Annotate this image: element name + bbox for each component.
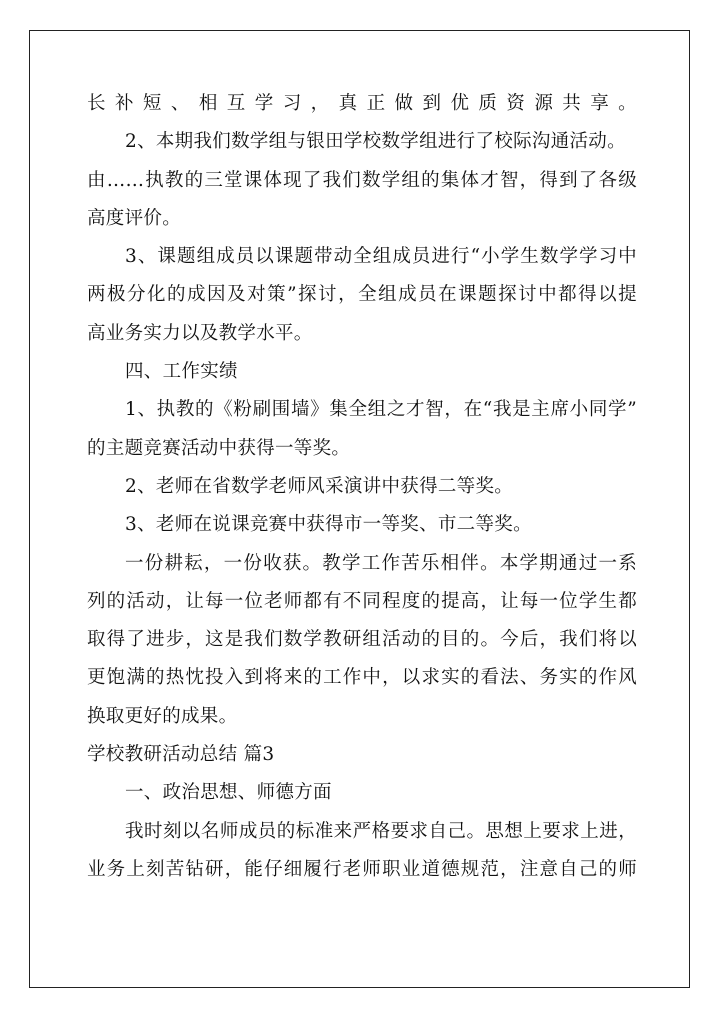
text-line: 长补短、相互学习，真正做到优质资源共享。 xyxy=(87,93,637,114)
text-line: 2、本期我们数学组与银田学校数学组进行了校际沟通活动。 xyxy=(125,131,626,153)
text-line: 业务上刻苦钻研，能仔细履行老师职业道德规范，注意自己的师 xyxy=(87,858,637,880)
document-body xyxy=(87,85,637,889)
text-line: 的主题竞赛活动中获得一等奖。 xyxy=(87,437,351,459)
text-line: 3、老师在说课竞赛中获得市一等奖、市二等奖。 xyxy=(125,514,532,536)
text-line: 换取更好的成果。 xyxy=(87,705,238,727)
text-line: 由……执教的三堂课体现了我们数学组的集体才智，得到了各级 xyxy=(87,169,637,191)
text-line: 1、执教的《粉刷围墙》集全组之才智，在“我是主席小同学” xyxy=(125,399,637,421)
text-line: 3、课题组成员以课题带动全组成员进行“小学生数学学习中 xyxy=(125,246,637,268)
text-line: 高业务实力以及教学水平。 xyxy=(87,322,313,344)
text-line: 取得了进步，这是我们数学教研组活动的目的。今后，我们将以 xyxy=(87,629,637,651)
text-line: 2、老师在省数学老师风采演讲中获得二等奖。 xyxy=(125,475,514,497)
section-heading: 四、工作实绩 xyxy=(125,361,238,383)
text-line: 高度评价。 xyxy=(87,207,182,229)
text-line: 一份耕耘，一份收获。教学工作苦乐相伴。本学期通过一系 xyxy=(125,552,637,574)
text-line: 我时刻以名师成员的标准来严格要求自己。思想上要求上进， xyxy=(125,820,637,842)
text-line: 列的活动，让每一位老师都有不同程度的提高，让每一位学生都 xyxy=(87,590,637,612)
text-line: 两极分化的成因及对策”探讨，全组成员在课题探讨中都得以提 xyxy=(87,284,637,306)
text-line: 更饱满的热忱投入到将来的工作中，以求实的看法、务实的作风 xyxy=(87,667,637,689)
document-title: 学校教研活动总结 篇3 xyxy=(87,744,275,766)
section-heading: 一、政治思想、师德方面 xyxy=(125,782,332,804)
